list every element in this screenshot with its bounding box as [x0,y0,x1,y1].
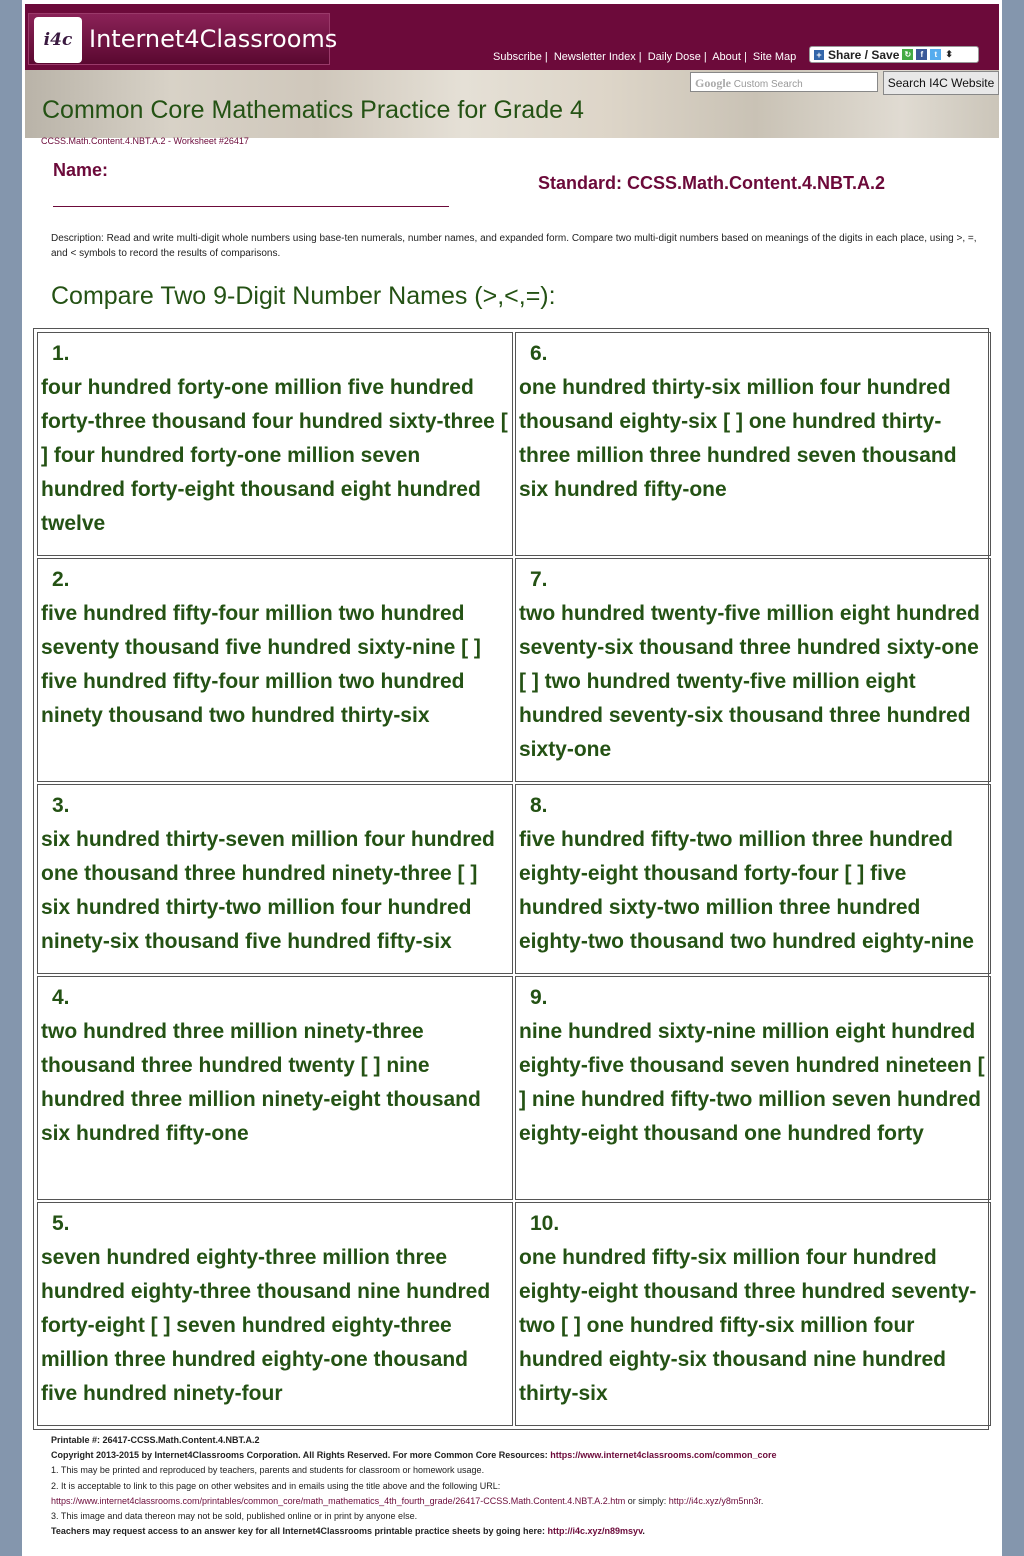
usage-note-3: 3. This image and data thereon may not be sold, published online or in print by anyone else. [51,1511,418,1522]
site-header [25,4,999,70]
problem-number: 5. [52,1212,70,1235]
problem-text: six hundred thirty-seven million four hundred one thousand three hundred ninety-three [ ] six hundred thirty-two million four hundred ninety-six thousand five hundred fifty-six [41,828,495,953]
nav-separator: | [638,51,642,63]
nav-separator: | [743,51,747,63]
problem-text: two hundred three million ninety-three thousand three hundred twenty [ ] nine hundred three million ninety-eight thousand six hundred fifty-one [41,1020,481,1145]
share-label: Share / Save [828,47,900,62]
share-refresh-icon: ↻ [902,49,913,60]
name-label: Name: [53,160,109,180]
nav-site-map[interactable]: Site Map [752,51,797,63]
url-line [51,1494,995,1509]
problem-text: four hundred forty-one million five hundred forty-three thousand four hundred sixty-three [ ] four hundred forty-one million seven hundred forty-eight thousand eight hundred twelve [41,376,508,535]
problem-cell-8 [515,784,991,974]
printable-number: Printable #: 26417-CCSS.Math.Content.4.NBT.A.2 [51,1435,260,1445]
answer-key-link[interactable]: http://i4c.xyz/n89msyv [547,1526,643,1537]
problem-text: five hundred fifty-two million three hundred eighty-eight thousand forty-four [ ] five hundred sixty-two million three hundred eighty-two thousand two hundred eighty-nine [519,828,974,953]
standard-label: Standard: CCSS.Math.Content.4.NBT.A.2 [538,173,886,193]
problem-text: two hundred twenty-five million eight hundred seventy-six thousand three hundred sixty-one [ ] two hundred twenty-five million eight hundred seventy-six thousand three hundred sixty-one [519,602,980,761]
nav-about[interactable]: About [712,51,741,63]
answer-key-text: Teachers may request access to an answer key for all Internet4Classrooms printable practice sheets by going here: [51,1526,548,1537]
answer-key-period: . [642,1526,645,1537]
full-url-link[interactable]: https://www.internet4classrooms.com/printables/common_core/math_mathematics_4th_fourth_grade/26417-CCSS.Math.Content.4.NBT.A.2.htm [51,1495,626,1506]
share-dropdown-icon: ⬍ [945,49,953,59]
problem-table [33,328,989,1430]
nav-newsletter-index[interactable]: Newsletter Index [553,51,636,63]
problem-cell-10 [515,1202,991,1426]
or-simply-text: or simply: [625,1495,669,1506]
copyright-line [51,1448,995,1463]
worksheet-page [22,0,1002,1556]
short-url-link[interactable]: http://i4c.xyz/y8m5nn3r [668,1495,761,1506]
footer [51,1433,995,1539]
search-brand: Google [695,76,731,90]
problem-cell-4 [37,976,513,1200]
problem-number: 6. [530,342,548,365]
problem-number: 3. [52,794,70,817]
section-title: Compare Two 9-Digit Number Names (>,<,=): [51,282,556,310]
usage-note-1: 1. This may be printed and reproduced by teachers, parents and students for classroom or homework usage. [51,1465,485,1476]
logo-text: Internet4Classrooms [89,25,338,53]
search-placeholder: Custom Search [733,79,803,90]
problem-number: 8. [530,794,548,817]
description: Description: Read and write multi-digit whole numbers using base-ten numerals, number names, and expanded form. Compare two multi-digit numbers based on meanings of the digits in each place, using >, =, and < symbols to record the results of comparisons. [51,233,977,259]
logo-badge-icon: i4c [34,17,82,63]
problem-cell-1 [37,332,513,556]
problem-text: seven hundred eighty-three million three hundred eighty-three thousand nine hundred forty-eight [ ] seven hundred eighty-three million three hundred eighty-one thousand five hundred ninety-four [41,1246,491,1405]
nav-separator: | [544,51,548,63]
problem-text: nine hundred sixty-nine million eight hundred eighty-five thousand seven hundred nineteen [ ] nine hundred fifty-two million seven hundred eighty-eight thousand one hundred forty [519,1020,985,1145]
problem-cell-6 [515,332,991,556]
problem-text: one hundred thirty-six million four hundred thousand eighty-six [ ] one hundred thirty-three million three hundred seven thousand six hundred fifty-one [519,376,957,501]
common-core-link[interactable]: https://www.internet4classrooms.com/common_core [550,1450,777,1461]
problem-cell-7 [515,558,991,782]
answer-key-line [51,1524,995,1539]
nav-subscribe[interactable]: Subscribe [493,51,542,63]
nav-separator: | [703,51,707,63]
site-logo[interactable] [28,13,338,65]
share-plus-icon: + [814,50,824,60]
problem-number: 7. [530,568,548,591]
facebook-icon: f [916,49,927,60]
title-banner [25,70,999,138]
problem-cell-2 [37,558,513,782]
problem-number: 2. [52,568,70,591]
problem-number: 1. [52,342,70,365]
name-underline [53,206,449,207]
problem-number: 4. [52,986,70,1009]
twitter-icon: t [930,49,941,60]
copyright-text: Copyright 2013-2015 by Internet4Classrooms Corporation. All Rights Reserved. For more Common Core Resources: [51,1450,551,1461]
problem-cell-5 [37,1202,513,1426]
search-input[interactable] [690,72,878,92]
problem-grid [37,332,985,1426]
usage-note-2: 2. It is acceptable to link to this page on other websites and in emails using the title above and the following URL: [51,1480,501,1491]
problem-number: 9. [530,986,548,1009]
problem-number: 10. [530,1212,560,1235]
url-period: . [760,1495,764,1506]
page-title: Common Core Mathematics Practice for Grade 4 [42,96,584,124]
problem-cell-9 [515,976,991,1200]
problem-text: one hundred fifty-six million four hundred eighty-eight thousand three hundred seventy-two [ ] one hundred fifty-six million four hundred eighty-six thousand nine hundred thirty-six [519,1246,977,1405]
search-button[interactable]: Search I4C Website [883,71,999,95]
problem-cell-3 [37,784,513,974]
share-save-button[interactable] [809,46,979,63]
nav-daily-dose[interactable]: Daily Dose [647,51,701,63]
breadcrumb: CCSS.Math.Content.4.NBT.A.2 - Worksheet #26417 [41,136,249,146]
top-nav [493,51,796,63]
problem-text: five hundred fifty-four million two hundred seventy thousand five hundred sixty-nine [ ] five hundred fifty-four million two hundred ninety thousand two hundred thirty-six [41,602,481,727]
